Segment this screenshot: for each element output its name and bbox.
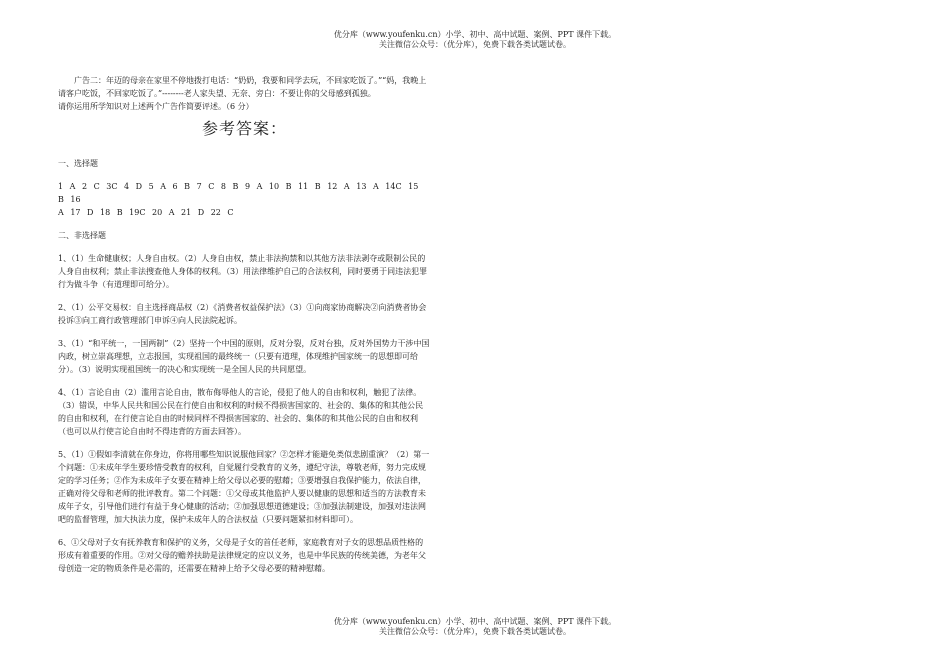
answer-5: 5、（1）①假如李清就在你身边，你将用哪些知识说服他回家？②怎样才能避免类似悲剧重演？（2）第一个问题：①未成年学生要珍惜受教育的权利，自觉履行受教育的义务，遵纪守法，尊敬老师，努力完成规定的学习任务；②作为未成年子女要在精神上给父母以必要的慰藉；③要增强自我保护能力，依法自律，正确对待父母和老师的批评教育。第二个问题：①父母或其他监护人要以健康的思想和适当的方法教育未成年子女，引导他们进行有益于身心健康的活动；②加强思想道德建设；③加强法制建设，加强对违法网吧的监督管理，加大执法力度，保护未成年人的合法权益（只要问题紧扣材料即可）。 [58, 450, 430, 524]
footer-line-2: 关注微信公众号：（优分库），免费下载各类试题试卷。 [379, 627, 571, 636]
header-line-2: 关注微信公众号：（优分库），免费下载各类试题试卷。 [379, 40, 571, 49]
header-line-1: 优分库（www.youfenku.cn）小学、初中、高中试题、案例、PPT 课件下载。 [333, 30, 617, 39]
section-non-choice-heading: 二、非选择题 [58, 231, 106, 240]
ad-two-paragraph: 广告二：年迈的母亲在家里不停地拨打电话：“奶奶，我要和同学去玩，不回家吃饭了。”“妈，我晚上请客户吃饭，不回家吃饭了。”--------老人家失望、无奈、旁白：不要让你的父母感到孤独。 [58, 76, 427, 98]
answer-4: 4、（1）言论自由（2）滥用言论自由，散布侮辱他人的言论，侵犯了他人的自由和权利，触犯了法律。（3）错误，中华人民共和国公民在行使自由和权利的时候不得损害国家的、社会的、集体的和其他公民的自由和权利，在行使言论自由的时候同样不得损害国家的、社会的、集体的和其他公民的自由和权利（也可以从行使言论自由时不得违背的方面去回答）。 [58, 388, 424, 436]
mc-answers-line-1: 1 A 2 C 3C 4 D 5 A 6 B 7 C 8 B 9 A 10 B 11 B 12 A 13 A 14C 15 B 16 [58, 182, 419, 204]
answer-6: 6、①父母对子女有抚养教育和保护的义务，父母是子女的首任老师，家庭教育对子女的思想品质性格的形成有着重要的作用。②对父母的赡养扶助是法律规定的应以义务，也是中华民族的传统美德，为老年父母创造一定的物质条件是必需的，还需要在精神上给予父母必要的精神慰藉。 [58, 538, 426, 573]
question-prompt: 请你运用所学知识对上述两个广告作简要评述。（6 分） [58, 102, 254, 111]
mc-answers-line-2: A 17 D 18 B 19C 20 A 21 D 22 C [58, 208, 234, 217]
page-footer [200, 617, 750, 637]
section-multiple-choice-heading: 一、选择题 [58, 159, 98, 168]
answer-title: 参考答案： [202, 119, 288, 138]
answer-3: 3、（1）“和平统一，一国两制”（2）坚持一个中国的原则，反对分裂，反对台独，反对外国势力干涉中国内政，树立崇高理想，立志报国，实现祖国的最终统一（只要有道理，体现维护国家统一的思想即可给分）。（3）说明实现祖国统一的决心和实现统一是全国人民的共同愿望。 [58, 339, 430, 374]
answer-1: 1、（1）生命健康权；人身自由权。（2）人身自由权，禁止非法拘禁和以其他方法非法剥夺或限制公民的人身自由权利；禁止非法搜查他人身体的权利。（3）用法律维护自己的合法权利，同时要勇于同违法犯罪行为做斗争（有道理即可给分）。 [58, 254, 428, 289]
document-body [58, 74, 430, 575]
footer-line-1: 优分库（www.youfenku.cn）小学、初中、高中试题、案例、PPT 课件下载。 [333, 617, 617, 626]
answer-2: 2、（1）公平交易权：自主选择商品权（2）《消费者权益保护法》（3）①向商家协商解决②向消费者协会投诉③向工商行政管理部门申诉④向人民法院起诉。 [58, 303, 427, 325]
page-header [200, 30, 750, 50]
